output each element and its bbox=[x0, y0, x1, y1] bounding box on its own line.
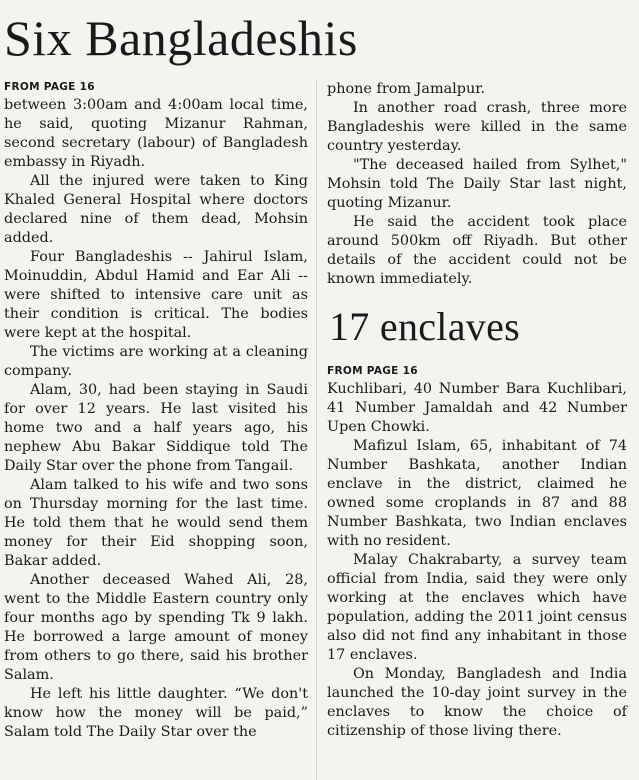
story1-paragraph: He left his little daughter. “We don't know how the money will be paid,” Salam told The Daily Star over the bbox=[4, 686, 308, 740]
story1-paragraph: between 3:00am and 4:00am local time, he said, quoting Mizanur Rahman, second secretary (labour) of Bangladesh embassy in Riyadh. bbox=[4, 97, 308, 170]
story1-headline: Six Bangladeshis bbox=[4, 10, 358, 66]
story1-continuation-paragraph: He said the accident took place around 500km off Riyadh. But other details of the accident could not be known immediately. bbox=[327, 214, 627, 287]
story2-paragraph: Malay Chakrabarty, a survey team official from India, said they were only working at the enclaves which have population, adding the 2011 joint census also did not find any inhabitant in those 17 enclaves. bbox=[327, 552, 627, 663]
right-column bbox=[327, 80, 627, 741]
story2-headline: 17 enclaves bbox=[329, 304, 520, 349]
story1-dateline: FROM PAGE 16 bbox=[4, 81, 95, 93]
story2-paragraph: On Monday, Bangladesh and India launched the 10-day joint survey in the enclaves to know the choice of citizenship of those living there. bbox=[327, 666, 627, 739]
column-divider bbox=[316, 80, 317, 780]
story2-paragraph: Mafizul Islam, 65, inhabitant of 74 Number Bashkata, another Indian enclave in the district, claimed he owned some croplands in 87 and 88 Number Bashkata, two Indian enclaves with no resident. bbox=[327, 438, 627, 549]
story1-paragraph: Alam, 30, had been staying in Saudi for over 12 years. He last visited his home two and a half years ago, his nephew Abu Bakar Siddique told The Daily Star over the phone from Tangail. bbox=[4, 382, 308, 474]
story2-dateline: FROM PAGE 16 bbox=[327, 365, 418, 377]
story1-paragraph: The victims are working at a cleaning company. bbox=[4, 344, 308, 379]
story1-continuation-paragraph: In another road crash, three more Bangladeshis were killed in the same country yesterday. bbox=[327, 100, 627, 154]
story1-continuation-paragraph: phone from Jamalpur. bbox=[327, 81, 486, 97]
story1-paragraph: Alam talked to his wife and two sons on Thursday morning for the last time. He told them that he would send them money for their Eid shopping soon, Bakar added. bbox=[4, 477, 308, 569]
story1-column-left bbox=[4, 79, 308, 742]
story1-paragraph: All the injured were taken to King Khaled General Hospital where doctors declared nine of them dead, Mohsin added. bbox=[4, 173, 308, 246]
story1-paragraph: Four Bangladeshis -- Jahirul Islam, Moinuddin, Abdul Hamid and Ear Ali -- were shifted to intensive care unit as their condition is critical. The bodies were kept at the hospital. bbox=[4, 249, 308, 341]
story1-paragraph: Another deceased Wahed Ali, 28, went to the Middle Eastern country only four months ago by spending Tk 9 lakh. He borrowed a large amount of money from others to go there, said his brother Salam. bbox=[4, 572, 308, 683]
story1-continuation-paragraph: "The deceased hailed from Sylhet," Mohsin told The Daily Star last night, quoting Mizanur. bbox=[327, 157, 627, 211]
story2-paragraph: Kuchlibari, 40 Number Bara Kuchlibari, 41 Number Jamaldah and 42 Number Upen Chowki. bbox=[327, 381, 627, 435]
